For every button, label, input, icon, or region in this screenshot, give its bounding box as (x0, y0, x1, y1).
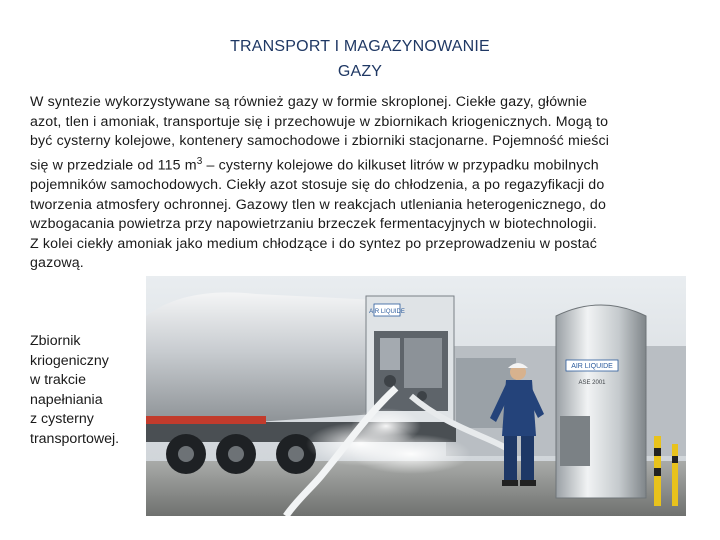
slide-title (0, 34, 720, 84)
body-line-7: wzbogacania powietrza przy napowietrzaniu brzeczek fermentacyjnych w biotechnologii. (30, 216, 597, 233)
truck-logo: AIR LIQUIDE (369, 309, 405, 315)
caption-line-1: Zbiornik (30, 333, 81, 349)
body-line-8: Z kolei ciekły amoniak jako medium chłodzące i do syntez po przeprowadzeniu w postać (30, 235, 597, 252)
truck-wheels (166, 434, 316, 474)
title-line-1: TRANSPORT I MAGAZYNOWANIE (230, 38, 490, 55)
caption-line-3: w trakcie (30, 372, 86, 389)
caption-line-2: kriogeniczny (30, 352, 109, 369)
photo-caption (30, 332, 145, 450)
body-paragraph (30, 93, 695, 274)
body-line-1: W syntezie wykorzystywane są również gazy w formie skroplonej. Ciekłe gazy, głównie (30, 94, 588, 110)
title-line-2: GAZY (337, 63, 383, 80)
tank-number: ASE 2001 (578, 380, 606, 386)
cubic-superscript: 3 (196, 155, 203, 167)
body-line-4-end: – cysterny kolejowe do kilkuset litrów w przypadku mobilnych (202, 157, 599, 174)
photo-illustration (146, 276, 686, 516)
caption-line-6: transportowej. (30, 430, 120, 447)
tank-logo: AIR LIQUIDE (571, 363, 613, 370)
cryogenic-tanker-photo (146, 276, 686, 516)
stationary-cryogenic-tank (556, 305, 646, 498)
body-line-2: azot, tlen i amoniak, transportuje się i przechowuje w zbiornikach kriogenicznych. Mogą to (30, 113, 609, 130)
body-line-3: być cysterny kolejowe, kontenery samochodowe i zbiorniki stacjonarne. Pojemność mieści (30, 133, 610, 150)
body-line-4-start: się w przedziale od 115 m (30, 157, 197, 174)
body-line-5: pojemników samochodowych. Ciekły azot stosuje się do chłodzenia, a po regazyfikacji do (30, 177, 605, 194)
caption-line-4: napełniania (30, 391, 103, 408)
body-line-6: tworzenia atmosfery ochronnej. Gazowy tlen w reakcjach utleniania heterogenicznego, do (30, 196, 606, 213)
body-line-9: gazową. (30, 255, 84, 272)
body-line-4 (30, 152, 695, 176)
caption-line-5: z cysterny (30, 411, 94, 428)
